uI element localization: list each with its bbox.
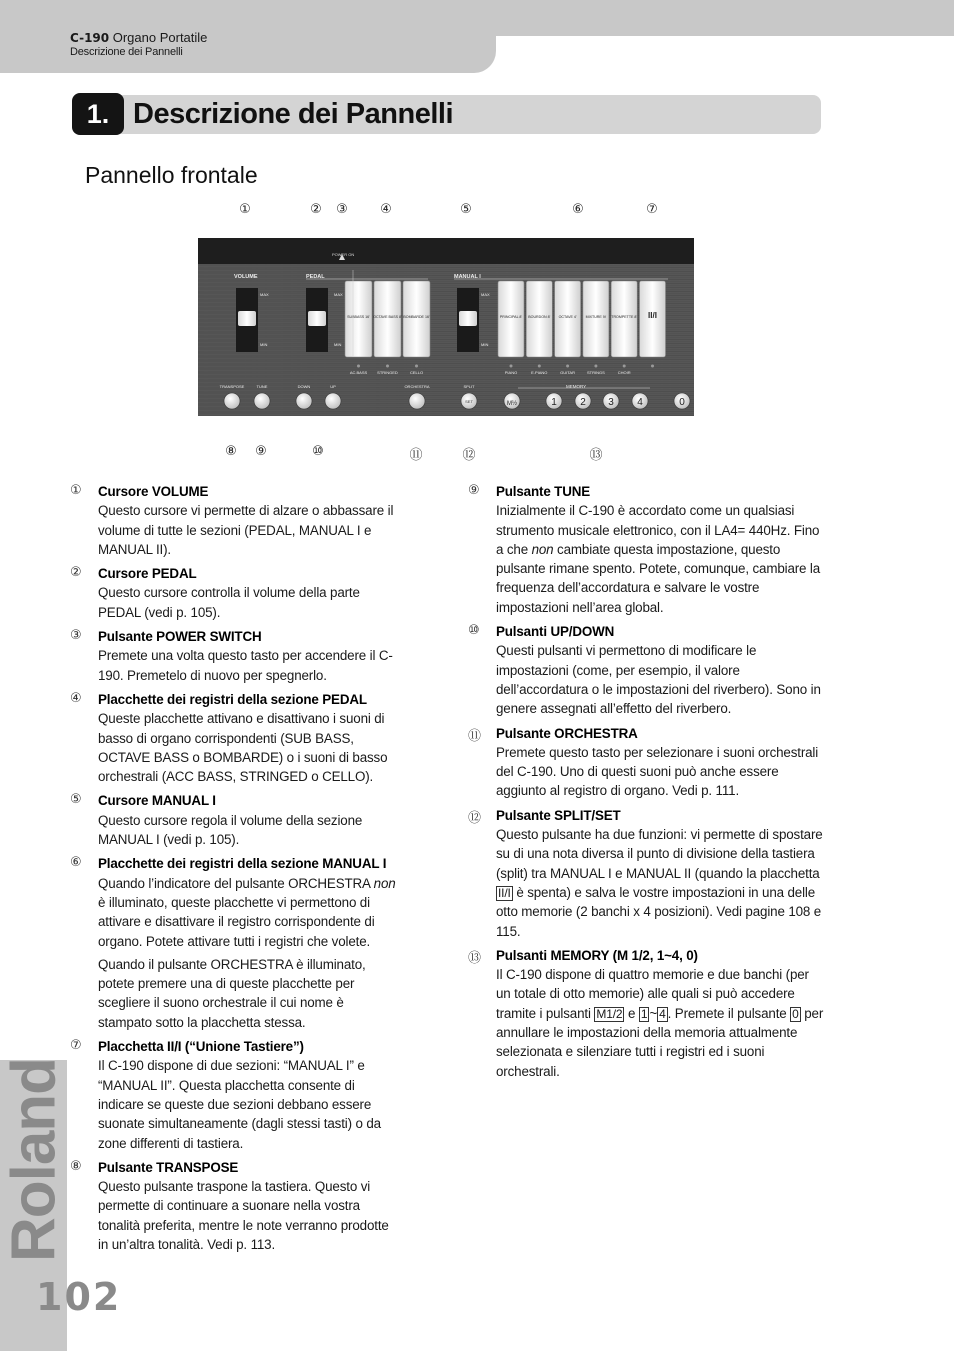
callout-3: ③ <box>336 202 348 217</box>
roland-logo: Roland <box>0 1057 69 1263</box>
description-item <box>468 482 824 617</box>
item-number: ⑨ <box>468 483 480 498</box>
item-text: Questo pulsante ha due funzioni: vi permette di spostare su di una nota diversa il punto di divisione della tastiera (split) tra MANUAL I e MANUAL II (quando la placchetta II/I è spenta) e salva le vostre impostazioni in una delle otto memorie (2 banchi x 4 posizioni). Vedi pagine 108 e 115. <box>496 827 823 939</box>
svg-text:MAX: MAX <box>260 292 269 297</box>
callout-7: ⑦ <box>646 202 658 217</box>
svg-text:SPLIT: SPLIT <box>463 384 475 389</box>
svg-text:GUITAR: GUITAR <box>560 370 576 375</box>
memory-button-m-half[interactable] <box>504 393 520 409</box>
svg-text:MIN: MIN <box>481 342 489 347</box>
item-text: Quando il pulsante ORCHESTRA è illuminato, potete premere una di queste placchette per scegliere il suono orchestrale il cui nome è stampato sotto la placchetta stessa. <box>98 956 366 1030</box>
svg-text:PEDAL: PEDAL <box>306 274 325 280</box>
description-item <box>70 854 400 1032</box>
item-number: ③ <box>70 628 82 644</box>
item-number: ⑦ <box>70 1038 82 1054</box>
svg-text:PRINCIPAL 8': PRINCIPAL 8' <box>499 315 523 319</box>
svg-text:OCTAVE BASS 8': OCTAVE BASS 8' <box>373 315 402 319</box>
item-text: Questo cursore vi permette di alzare o abbassare il volume di tutte le sezioni (PEDAL, MANUAL I e MANUAL II). <box>98 503 394 557</box>
callout-4: ④ <box>380 202 392 217</box>
item-text: Questo cursore controlla il volume della parte PEDAL (vedi p. 105). <box>98 585 360 620</box>
header-subtitle: Descrizione dei Pannelli <box>70 46 183 58</box>
svg-text:AC.BASS: AC.BASS <box>349 370 368 375</box>
description-item <box>70 627 400 685</box>
item-heading: Pulsanti MEMORY (M 1/2, 1~4, 0) <box>496 947 698 963</box>
callout-8: ⑧ <box>225 444 237 459</box>
item-text: Premete una volta questo tasto per accendere il C-190. Premetelo di nuovo per spegnerlo. <box>98 648 393 683</box>
item-text: Questo pulsante traspone la tastiera. Questo vi permette di continuare a suonare nella vostra tonalità preferita, mentre le note verranno prodotte in un’altra tonalità. Vedi p. 113. <box>98 1179 389 1252</box>
svg-text:SUBBASS 16': SUBBASS 16' <box>347 315 370 319</box>
item-heading: Cursore VOLUME <box>98 484 209 499</box>
chapter-number: 1. <box>72 93 124 135</box>
callout-10: ⑩ <box>312 444 324 459</box>
callout-5: ⑤ <box>460 202 472 217</box>
item-number: ⑪ <box>468 728 482 744</box>
description-item <box>70 564 400 622</box>
description-column-left <box>70 482 400 1259</box>
header-model: C-190 Organo Portatile <box>70 30 208 45</box>
key-label: 4 <box>659 1006 666 1021</box>
item-heading: Pulsante TRANSPOSE <box>98 1159 239 1175</box>
key-label: II/I <box>498 885 511 900</box>
svg-text:1: 1 <box>551 397 557 408</box>
item-number: ⑤ <box>70 792 82 808</box>
svg-text:STRINGS: STRINGS <box>587 370 605 375</box>
key-label: 1 <box>640 1006 648 1021</box>
item-text: Il C-190 dispone di quattro memorie e due banchi (per un totale di otto memorie) alle quali si può accedere tramite i pulsanti M1/2 e 1 ~ 4 . Premete il pulsante 0 per annullare le impostazioni della memoria attualmente selezionata e silenziare tutti i registri ed i suoni orchestrali. <box>496 967 824 1079</box>
item-number: ② <box>70 565 82 581</box>
svg-text:SET: SET <box>465 399 473 404</box>
svg-text:II/I: II/I <box>648 311 657 320</box>
svg-text:BOURDON 8': BOURDON 8' <box>528 315 551 319</box>
item-text: Questi pulsanti vi permettono di modificare le impostazioni (come, per esempio, il valore dell’accordatura o le impostazioni del riverbero). Sono in genere assegnati all’effetto del riverbero. <box>496 643 821 717</box>
svg-text:ORCHESTRA: ORCHESTRA <box>404 384 430 389</box>
item-number: ⑬ <box>468 950 482 966</box>
item-heading: Placchette dei registri della sezione PEDAL <box>98 691 367 707</box>
description-item <box>70 1158 400 1254</box>
item-number: ⑫ <box>468 810 482 826</box>
item-heading: Pulsanti UP/DOWN <box>496 624 615 640</box>
svg-text:2: 2 <box>580 397 586 408</box>
svg-text:MIN: MIN <box>334 342 342 347</box>
svg-text:TROMPETTE 8': TROMPETTE 8' <box>611 315 638 319</box>
item-number: ⑧ <box>70 1158 82 1174</box>
svg-text:MIXTURE IV: MIXTURE IV <box>585 315 607 319</box>
svg-text:4: 4 <box>637 397 643 408</box>
svg-text:CELLO: CELLO <box>409 370 424 375</box>
item-text: Inizialmente il C-190 è accordato come un qualsiasi strumento musicale elettronico, con il LA4= 440Hz. Fino a che non cambiate questa impostazione, questo pulsante rimane spento. Potete, comunque, cambiare la frequenza dell’accordatura e salvare le vostre impostazioni nell’area global. <box>496 503 821 615</box>
item-number: ⑩ <box>468 623 480 639</box>
item-heading: Placchetta II/I (“Unione Tastiere”) <box>98 1039 304 1055</box>
svg-text:UP: UP <box>330 384 336 389</box>
svg-text:BOMBARDE 16': BOMBARDE 16' <box>403 315 430 319</box>
item-number: ① <box>70 483 82 498</box>
svg-text:PIANO: PIANO <box>504 370 518 375</box>
svg-text:MIN: MIN <box>260 342 268 347</box>
callout-1: ① <box>239 202 251 217</box>
callout-12: ⑫ <box>462 448 476 463</box>
front-panel-illustration <box>198 238 694 416</box>
memory-button-3[interactable] <box>603 393 619 409</box>
item-number: ④ <box>70 690 82 706</box>
item-text: Quando l’indicatore del pulsante ORCHESTRA non è illuminato, queste placchette vi permettono di attivare e disattivare il registro corrispondente di organo. Potete attivare tutti i registri che volete. <box>98 875 396 949</box>
callout-6: ⑥ <box>572 202 584 217</box>
item-heading: Pulsante POWER SWITCH <box>98 629 262 645</box>
key-label: 0 <box>792 1006 799 1021</box>
svg-text:VOLUME: VOLUME <box>234 274 258 280</box>
callout-2: ② <box>310 202 322 217</box>
description-item <box>468 946 824 1081</box>
item-heading: Cursore PEDAL <box>98 566 197 582</box>
item-heading: Pulsante TUNE <box>496 484 591 499</box>
svg-text:3: 3 <box>608 397 614 408</box>
callout-9: ⑨ <box>255 444 267 459</box>
manual-tab-6[interactable] <box>640 281 666 368</box>
description-item <box>70 791 400 849</box>
item-text: Il C-190 dispone di due sezioni: “MANUAL I” e “MANUAL II”. Questa placchetta consente di indicare se queste due sezioni debbano essere suonate simultaneamente (dagli stessi tasti) o da zone differenti di tastiera. <box>98 1058 381 1151</box>
item-text: Questo cursore regola il volume della sezione MANUAL I (vedi p. 105). <box>98 812 363 848</box>
memory-button-0[interactable] <box>674 393 690 409</box>
power-on-label: POWER ON <box>332 252 355 257</box>
memory-button-1[interactable] <box>546 393 562 409</box>
svg-text:0: 0 <box>679 397 685 408</box>
description-item <box>468 806 824 941</box>
description-column-right <box>468 482 824 1086</box>
svg-text:M½: M½ <box>506 401 518 407</box>
item-text: Queste placchette attivano e disattivano i suoni di basso di organo corrispondenti (SUB BASS, OCTAVE BASS o BOMBARDE) o i suoni di basso orchestrali (ACC BASS, STRINGED o CELLO). <box>98 711 388 785</box>
svg-text:E.PIANO: E.PIANO <box>531 370 548 375</box>
description-item <box>468 724 824 801</box>
key-label: M1/2 <box>596 1006 623 1021</box>
memory-button-2[interactable] <box>575 393 591 409</box>
svg-text:STRINGED: STRINGED <box>377 370 398 375</box>
description-item <box>468 622 824 718</box>
svg-text:OCTAVE 4': OCTAVE 4' <box>558 315 577 319</box>
callout-13: ⑬ <box>589 448 603 463</box>
svg-text:MAX: MAX <box>334 292 343 297</box>
item-text: Premete questo tasto per selezionare i suoni orchestrali del C-190. Uno di questi suoni può anche essere aggiunto al registro di organo. Vedi p. 111. <box>496 744 819 799</box>
button-down[interactable] <box>296 384 312 409</box>
item-heading: Placchette dei registri della sezione MANUAL I <box>98 856 387 872</box>
section-title: Pannello frontale <box>85 162 258 188</box>
item-heading: Cursore MANUAL I <box>98 793 216 809</box>
item-heading: Pulsante ORCHESTRA <box>496 725 638 741</box>
svg-text:MEMORY: MEMORY <box>566 384 587 389</box>
svg-text:MANUAL I: MANUAL I <box>454 274 481 280</box>
svg-text:DOWN: DOWN <box>297 384 311 389</box>
description-item <box>70 482 400 559</box>
svg-text:TRANSPOSE: TRANSPOSE <box>219 384 245 389</box>
item-number: ⑥ <box>70 855 82 871</box>
item-heading: Pulsante SPLIT/SET <box>496 807 621 823</box>
callout-11: ⑪ <box>409 448 423 463</box>
chapter-title: Descrizione dei Pannelli <box>133 98 453 130</box>
svg-text:CHOIR: CHOIR <box>617 370 631 375</box>
memory-button-4[interactable] <box>632 393 648 409</box>
page-number: 102 <box>36 1275 122 1319</box>
description-item <box>70 690 400 786</box>
svg-text:TUNE: TUNE <box>256 384 268 389</box>
svg-text:MAX: MAX <box>481 292 490 297</box>
description-item <box>70 1037 400 1153</box>
